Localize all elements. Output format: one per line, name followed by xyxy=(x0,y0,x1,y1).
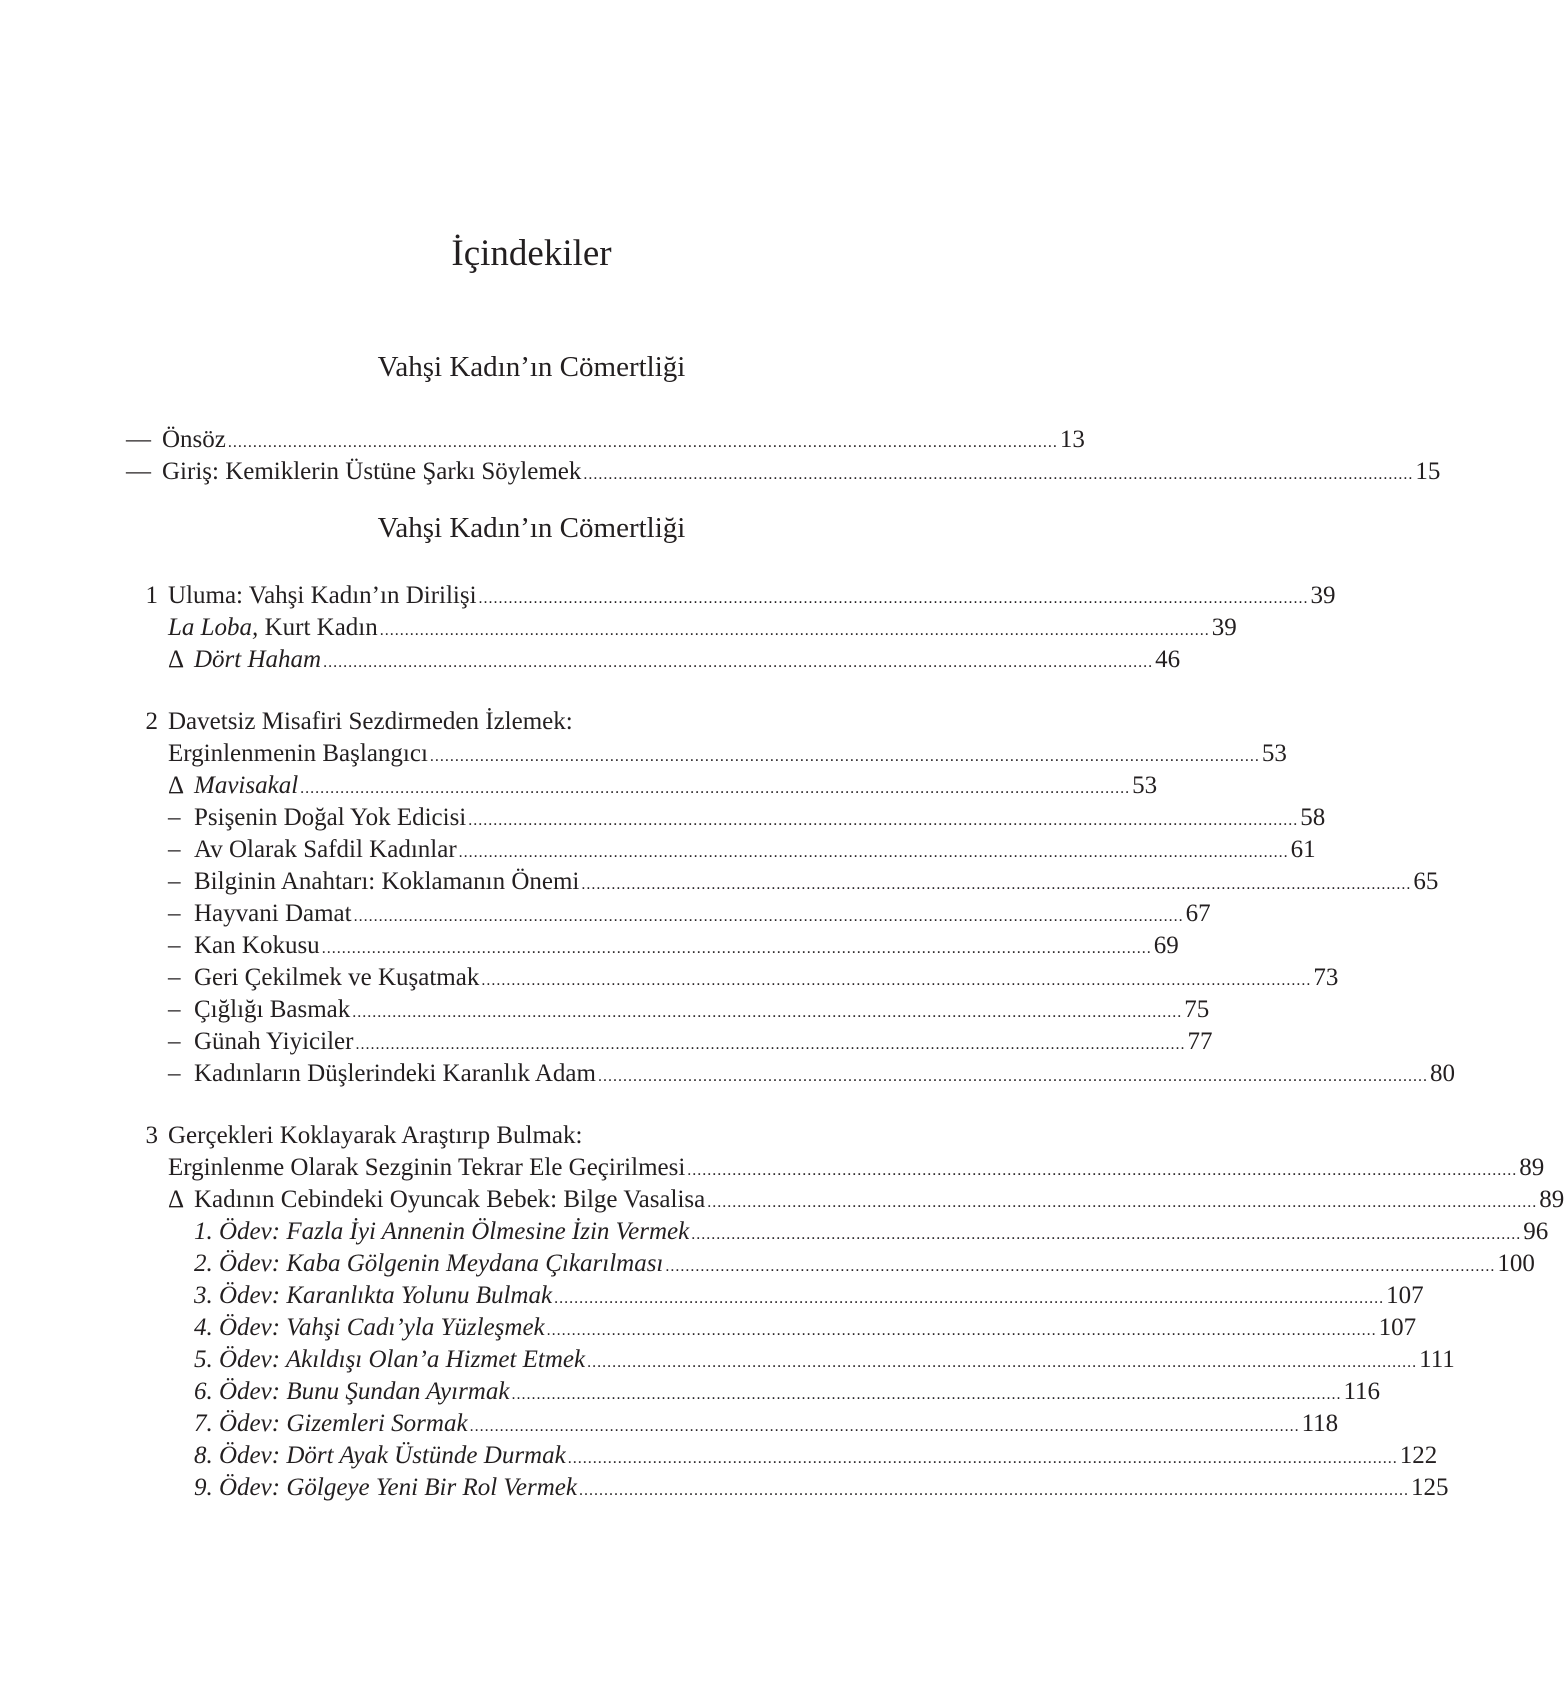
toc-task-1[interactable] xyxy=(126,1216,1549,1248)
entry-page: 118 xyxy=(1300,1408,1339,1440)
entry-page: 75 xyxy=(1182,994,1209,1026)
entry-page: 111 xyxy=(1417,1344,1455,1376)
toc-task-9[interactable] xyxy=(126,1472,1449,1504)
entry-title: Kadının Cebindeki Oyuncak Bebek: Bilge Vasalisa xyxy=(194,1186,706,1213)
en-dash-icon: – xyxy=(168,964,181,991)
entry-page: 89 xyxy=(1537,1184,1564,1216)
section-heading: Vahşi Kadın’ın Cömertliği xyxy=(377,512,686,544)
entry-title: 8. Ödev: Dört Ayak Üstünde Durmak xyxy=(194,1440,568,1472)
toc-entry-dort-haham[interactable] xyxy=(126,644,1181,676)
dot-leader: ...................................................................................................................................................................... xyxy=(353,908,1184,925)
toc-entry[interactable] xyxy=(126,1058,1455,1090)
toc-chapter-1[interactable] xyxy=(126,580,1336,612)
toc-chapter-3-line1[interactable] xyxy=(126,1120,926,1152)
entry-page: 80 xyxy=(1428,1058,1455,1090)
entry-page: 65 xyxy=(1411,866,1438,898)
entry-page: 122 xyxy=(1398,1440,1438,1472)
en-dash-icon: – xyxy=(168,932,181,959)
dot-leader: ...................................................................................................................................................................... xyxy=(546,1322,1377,1339)
entry-title: 9. Ödev: Gölgeye Yeni Bir Rol Vermek xyxy=(194,1472,579,1504)
entry-title: 6. Ödev: Bunu Şundan Ayırmak xyxy=(194,1376,511,1408)
entry-page: 61 xyxy=(1289,834,1316,866)
toc-entry-onsoz[interactable] xyxy=(126,424,1085,456)
entry-page: 77 xyxy=(1185,1026,1212,1058)
dot-leader: ...................................................................................................................................................................... xyxy=(554,1290,1385,1307)
dot-leader: ...................................................................................................................................................................... xyxy=(469,1418,1300,1435)
toc-entry[interactable] xyxy=(126,1026,1213,1058)
entry-title: Önsöz xyxy=(162,424,228,456)
entry-title-rest: Kurt Kadın xyxy=(258,614,378,641)
dot-leader: ...................................................................................................................................................................... xyxy=(665,1258,1496,1275)
dot-leader: ...................................................................................................................................................................... xyxy=(511,1386,1342,1403)
entry-page: 96 xyxy=(1521,1216,1548,1248)
en-dash-icon: – xyxy=(168,900,181,927)
entry-title: Geri Çekilmek ve Kuşatmak xyxy=(194,964,480,991)
toc-entry-vasalisa[interactable] xyxy=(126,1184,1564,1216)
entry-dash: — xyxy=(126,426,151,453)
dot-leader: ...................................................................................................................................................................... xyxy=(355,1036,1186,1053)
dot-leader: ...................................................................................................................................................................... xyxy=(458,844,1289,861)
entry-title: 4. Ödev: Vahşi Cadı’yla Yüzleşmek xyxy=(194,1312,547,1344)
toc-entry[interactable] xyxy=(126,866,1439,898)
entry-page: 73 xyxy=(1311,962,1338,994)
entry-title-line2: Erginlenmenin Başlangıcı xyxy=(168,738,430,770)
dot-leader: ...................................................................................................................................................................... xyxy=(583,466,1414,483)
entry-page: 100 xyxy=(1495,1248,1535,1280)
dot-leader: ...................................................................................................................................................................... xyxy=(587,1354,1418,1371)
dot-leader: ...................................................................................................................................................................... xyxy=(379,622,1210,639)
en-dash-icon: – xyxy=(168,1028,181,1055)
toc-task-5[interactable] xyxy=(126,1344,1455,1376)
entry-page: 107 xyxy=(1384,1280,1424,1312)
entry-title: Psişenin Doğal Yok Edicisi xyxy=(194,804,467,831)
delta-icon: Δ xyxy=(168,646,185,673)
chapter-number: 3 xyxy=(145,1122,158,1149)
entry-title: Giriş: Kemiklerin Üstüne Şarkı Söylemek xyxy=(162,456,583,488)
toc-entry-mavisakal[interactable] xyxy=(126,770,1158,802)
toc-chapter-2-line1[interactable] xyxy=(126,706,926,738)
entry-page: 116 xyxy=(1341,1376,1380,1408)
entry-title: 3. Ödev: Karanlıkta Yolunu Bulmak xyxy=(194,1280,554,1312)
en-dash-icon: – xyxy=(168,836,181,863)
entry-title-line1: Davetsiz Misafiri Sezdirmeden İzlemek: xyxy=(168,708,573,735)
entry-title: Hayvani Damat xyxy=(194,900,352,927)
toc-entry-giris[interactable] xyxy=(126,456,1441,488)
entry-page: 125 xyxy=(1409,1472,1449,1504)
entry-title: Uluma: Vahşi Kadın’ın Dirilişi xyxy=(168,580,479,612)
dot-leader: ...................................................................................................................................................................... xyxy=(567,1450,1398,1467)
dot-leader: ...................................................................................................................................................................... xyxy=(478,590,1309,607)
dot-leader: ...................................................................................................................................................................... xyxy=(227,434,1058,451)
entry-page: 13 xyxy=(1058,424,1085,456)
toc-task-6[interactable] xyxy=(126,1376,1381,1408)
toc-chapter-2-line2[interactable] xyxy=(126,738,1287,770)
delta-icon: Δ xyxy=(168,772,185,799)
toc-entry[interactable] xyxy=(126,802,1326,834)
entry-title-line2: Erginlenme Olarak Sezginin Tekrar Ele Geçirilmesi xyxy=(168,1152,687,1184)
entry-title: Av Olarak Safdil Kadınlar xyxy=(194,836,457,863)
dot-leader: ...................................................................................................................................................................... xyxy=(468,812,1299,829)
entry-title: Dört Haham xyxy=(194,646,322,673)
dot-leader: ...................................................................................................................................................................... xyxy=(707,1194,1538,1211)
entry-title: Günah Yiyiciler xyxy=(194,1028,354,1055)
entry-title-line1: Gerçekleri Koklayarak Araştırıp Bulmak: xyxy=(168,1122,583,1149)
page-title: İçindekiler xyxy=(451,233,612,274)
toc-entry-la-loba[interactable] xyxy=(126,612,1237,644)
dot-leader: ...................................................................................................................................................................... xyxy=(352,1004,1183,1021)
toc-entry[interactable] xyxy=(126,962,1339,994)
entry-title xyxy=(168,612,380,644)
dot-leader: ...................................................................................................................................................................... xyxy=(323,654,1154,671)
toc-task-4[interactable] xyxy=(126,1312,1417,1344)
chapter-number: 2 xyxy=(145,708,158,735)
entry-title: Kadınların Düşlerindeki Karanlık Adam xyxy=(194,1060,596,1087)
entry-page: 53 xyxy=(1260,738,1287,770)
dot-leader: ...................................................................................................................................................................... xyxy=(300,780,1131,797)
en-dash-icon: – xyxy=(168,868,181,895)
en-dash-icon: – xyxy=(168,804,181,831)
section-heading: Vahşi Kadın’ın Cömertliği xyxy=(377,351,686,383)
dot-leader: ...................................................................................................................................................................... xyxy=(321,940,1152,957)
en-dash-icon: – xyxy=(168,1060,181,1087)
entry-title: Kan Kokusu xyxy=(194,932,320,959)
dot-leader: ...................................................................................................................................................................... xyxy=(597,1068,1428,1085)
entry-page: 58 xyxy=(1298,802,1325,834)
entry-title-italic: La Loba, xyxy=(168,614,259,641)
toc-entry[interactable] xyxy=(126,994,1210,1026)
entry-title: Çığlığı Basmak xyxy=(194,996,351,1023)
dot-leader: ...................................................................................................................................................................... xyxy=(691,1226,1522,1243)
entry-page: 67 xyxy=(1184,898,1211,930)
toc-entry[interactable] xyxy=(126,834,1316,866)
toc-task-3[interactable] xyxy=(126,1280,1424,1312)
entry-title: Mavisakal xyxy=(194,772,299,799)
entry-page: 39 xyxy=(1309,580,1336,612)
entry-title: 1. Ödev: Fazla İyi Annenin Ölmesine İzin Vermek xyxy=(194,1216,691,1248)
toc-task-8[interactable] xyxy=(126,1440,1438,1472)
dot-leader: ...................................................................................................................................................................... xyxy=(429,748,1260,765)
entry-title: Bilginin Anahtarı: Koklamanın Önemi xyxy=(194,868,580,895)
dot-leader: ...................................................................................................................................................................... xyxy=(481,972,1312,989)
dot-leader: ...................................................................................................................................................................... xyxy=(579,1482,1409,1499)
entry-page: 69 xyxy=(1152,930,1179,962)
entry-page: 15 xyxy=(1413,456,1440,488)
entry-page: 53 xyxy=(1130,770,1157,802)
dot-leader: ...................................................................................................................................................................... xyxy=(581,876,1412,893)
dot-leader: ...................................................................................................................................................................... xyxy=(687,1162,1518,1179)
entry-page: 39 xyxy=(1210,612,1237,644)
entry-dash: — xyxy=(126,458,151,485)
entry-title: 5. Ödev: Akıldışı Olan’a Hizmet Etmek xyxy=(194,1344,587,1376)
entry-page: 107 xyxy=(1377,1312,1417,1344)
delta-icon: Δ xyxy=(168,1186,185,1213)
chapter-number: 1 xyxy=(145,582,158,609)
entry-title: 7. Ödev: Gizemleri Sormak xyxy=(194,1408,470,1440)
entry-page: 46 xyxy=(1153,644,1180,676)
toc-task-7[interactable] xyxy=(126,1408,1339,1440)
toc-task-2[interactable] xyxy=(126,1248,1535,1280)
toc-chapter-3-line2[interactable] xyxy=(126,1152,1545,1184)
toc-entry[interactable] xyxy=(126,898,1211,930)
en-dash-icon: – xyxy=(168,996,181,1023)
entry-title: 2. Ödev: Kaba Gölgenin Meydana Çıkarılması xyxy=(194,1248,665,1280)
entry-page: 89 xyxy=(1517,1152,1544,1184)
toc-entry[interactable] xyxy=(126,930,1179,962)
